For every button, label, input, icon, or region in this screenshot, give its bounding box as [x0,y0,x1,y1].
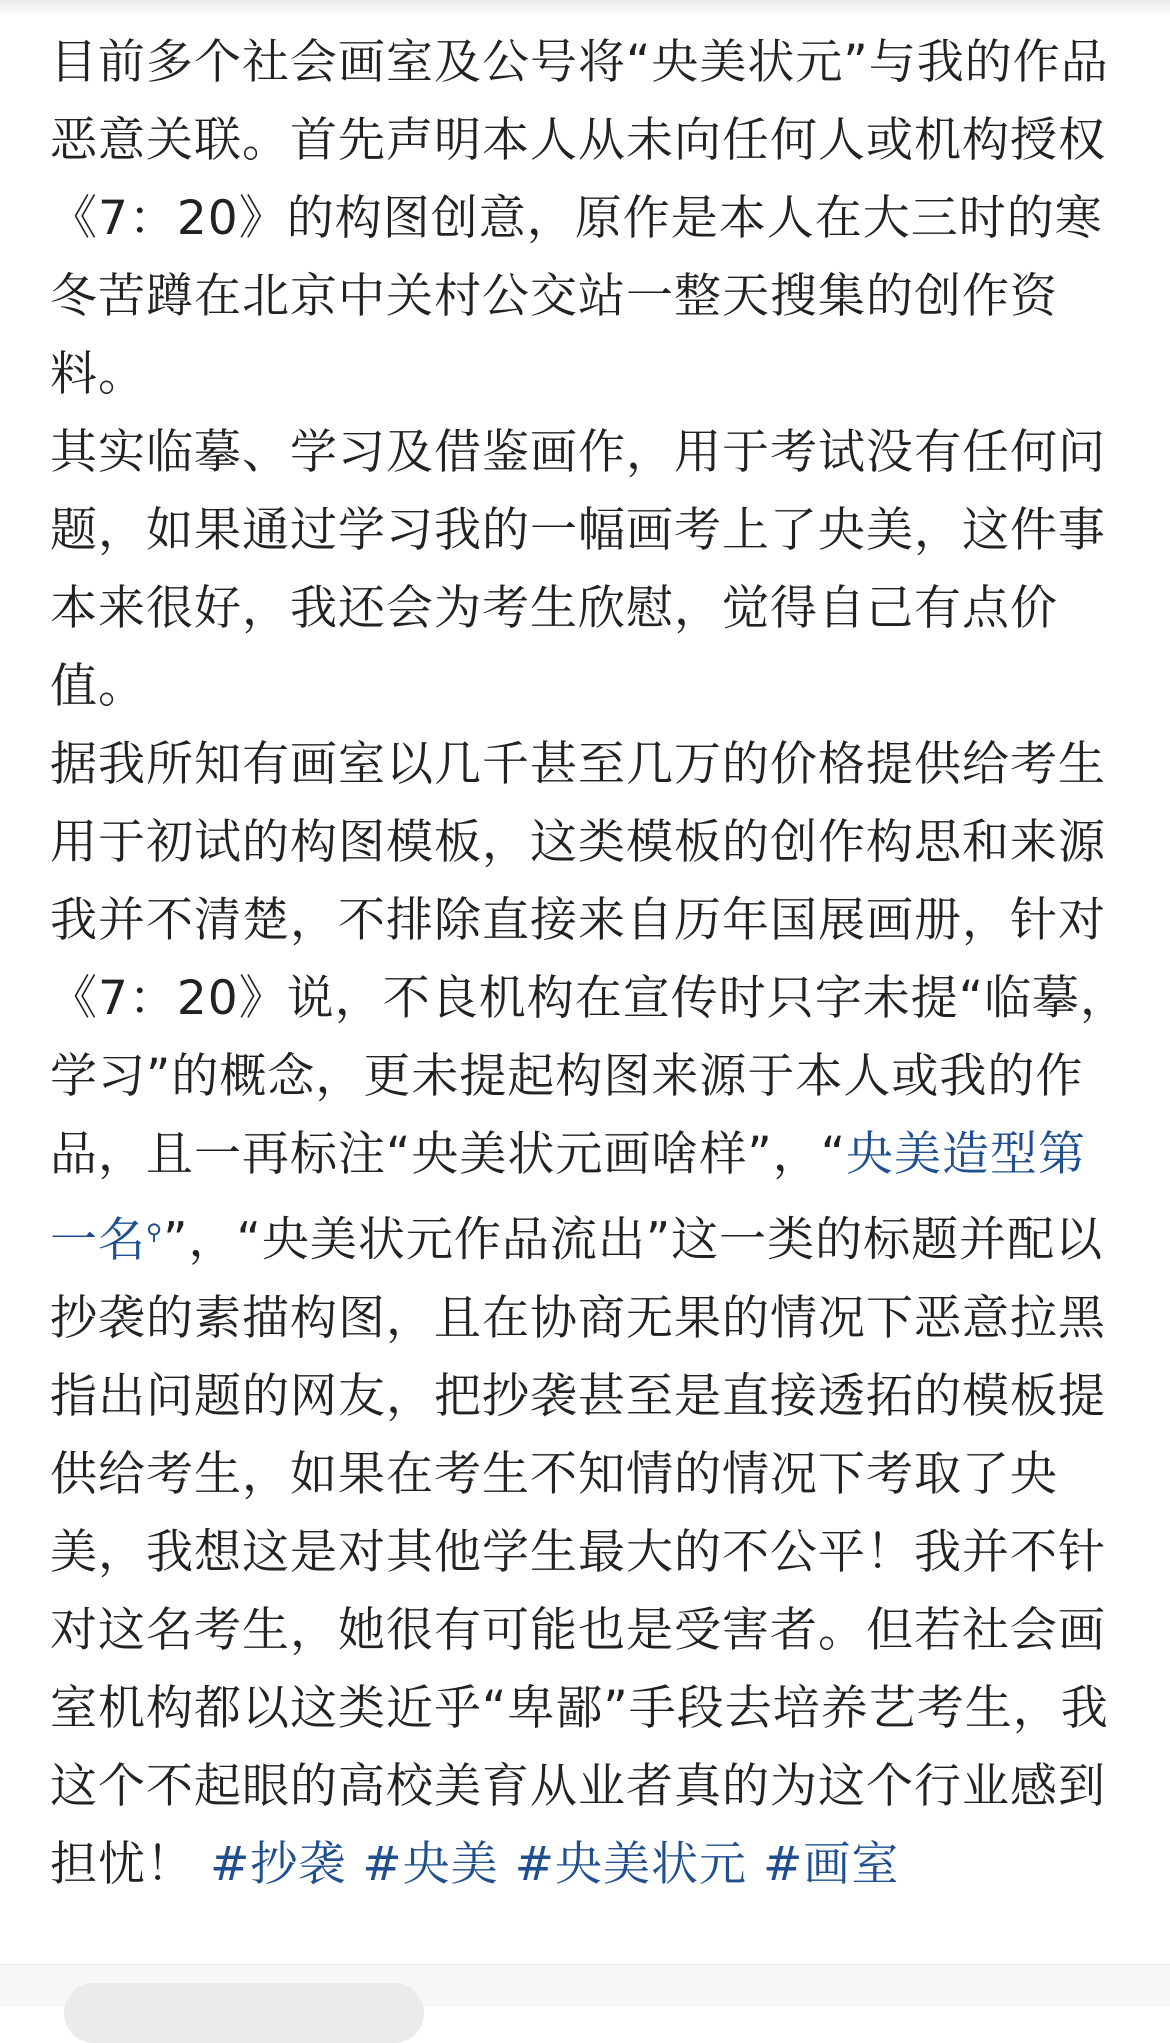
search-link-label: 央美造型第一名 [50,1127,1087,1268]
paragraph-3 [50,726,1130,1904]
comment-input-pill[interactable] [64,1983,424,2043]
top-fade [0,0,1170,16]
paragraph-2: 其实临摹、学习及借鉴画作，用于考试没有任何问题，如果通过学习我的一幅画考上了央美，这件事本来很好，我还会为考生欣慰，觉得自己有点价值。 [50,425,1106,714]
paragraph-1: 目前多个社会画室及公号将“央美状元”与我的作品恶意关联。首先声明本人从未向任何人或机构授权《7：20》的构图创意，原作是本人在大三时的寒冬苦蹲在北京中关村公交站一整天搜集的创作资料。 [50,35,1109,402]
search-icon: ⚲ [146,1220,164,1245]
post-body [50,24,1130,1904]
paragraph-3-part-b: ”，“央美状元作品流出”这一类的标题并配以抄袭的素描构图，且在协商无果的情况下恶意拉黑指出问题的网友，把抄袭甚至是直接透拓的模板提供给考生，如果在考生不知情的情况下考取了央美，我想这是对其他学生最大的不公平！我并不针对这名考生，她很有可能也是受害者。但若社会画室机构都以这类近乎“卑鄙”手段去培养艺考生，我这个不起眼的高校美育从业者真的为这个行业感到担忧！ [50,1212,1109,1892]
bottom-bar [0,1965,1170,2007]
hashtag-chaoxi[interactable]: #抄袭 [209,1836,347,1892]
hashtag-yangmei-zhuangyuan[interactable]: #央美状元 [514,1836,748,1892]
hashtag-huashi[interactable]: #画室 [762,1836,900,1892]
hashtag-yangmei[interactable]: #央美 [362,1836,499,1892]
paragraph-3-part-a: 据我所知有画室以几千甚至几万的价格提供给考生用于初试的构图模板，这类模板的创作构思和来源我并不清楚，不排除直接来自历年国展画册，针对《7：20》说，不良机构在宣传时只字未提“临摹，学习”的概念，更未提起构图来源于本人或我的作品，且一再标注“央美状元画啥样”，“ [50,737,1129,1182]
